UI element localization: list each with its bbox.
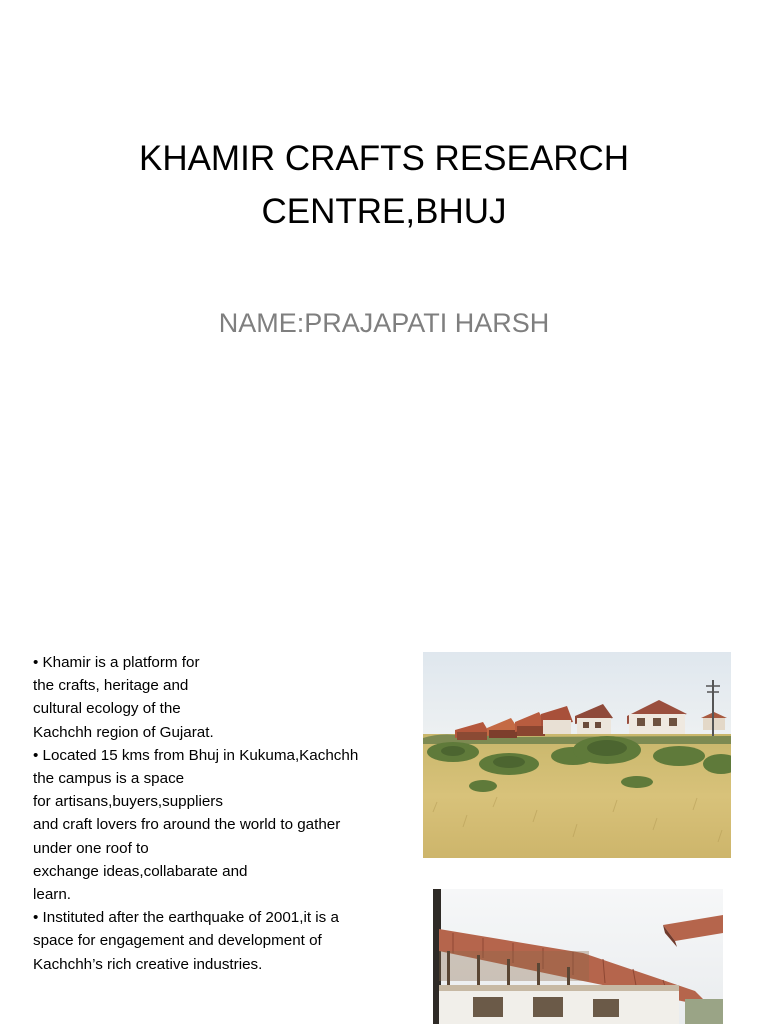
slide-title [0,132,768,238]
text-line: the crafts, heritage and [33,677,189,695]
bullet-text [33,651,413,976]
text-line: the campus is a space [33,770,185,788]
title-line-2: CENTRE,BHUJ [261,192,507,231]
text-line: cultural ecology of the [33,700,181,718]
text-line: under one roof to [33,839,149,857]
content-slide [0,585,768,1024]
campus-landscape-photo [423,652,731,858]
building-closeup-photo [433,889,723,1024]
text-line: Kachchh’s rich creative industries. [33,955,263,973]
text-line: Kachchh region of Gujarat. [33,723,214,741]
text-line: learn. [33,886,71,904]
text-line: • Instituted after the earthquake of 2001,it is a [33,909,339,927]
text-line: space for engagement and development of [33,932,322,950]
text-line: • Located 15 kms from Bhuj in Kukuma,Kachchh [33,746,359,764]
title-line-1: KHAMIR CRAFTS RESEARCH [138,139,630,178]
text-line: and craft lovers fro around the world to gather [33,816,341,834]
slide-subtitle: NAME:PRAJAPATI HARSH [218,308,550,338]
text-line: for artisans,buyers,suppliers [33,793,223,811]
text-line: exchange ideas,collabarate and [33,862,248,880]
text-line: • Khamir is a platform for [33,654,200,671]
